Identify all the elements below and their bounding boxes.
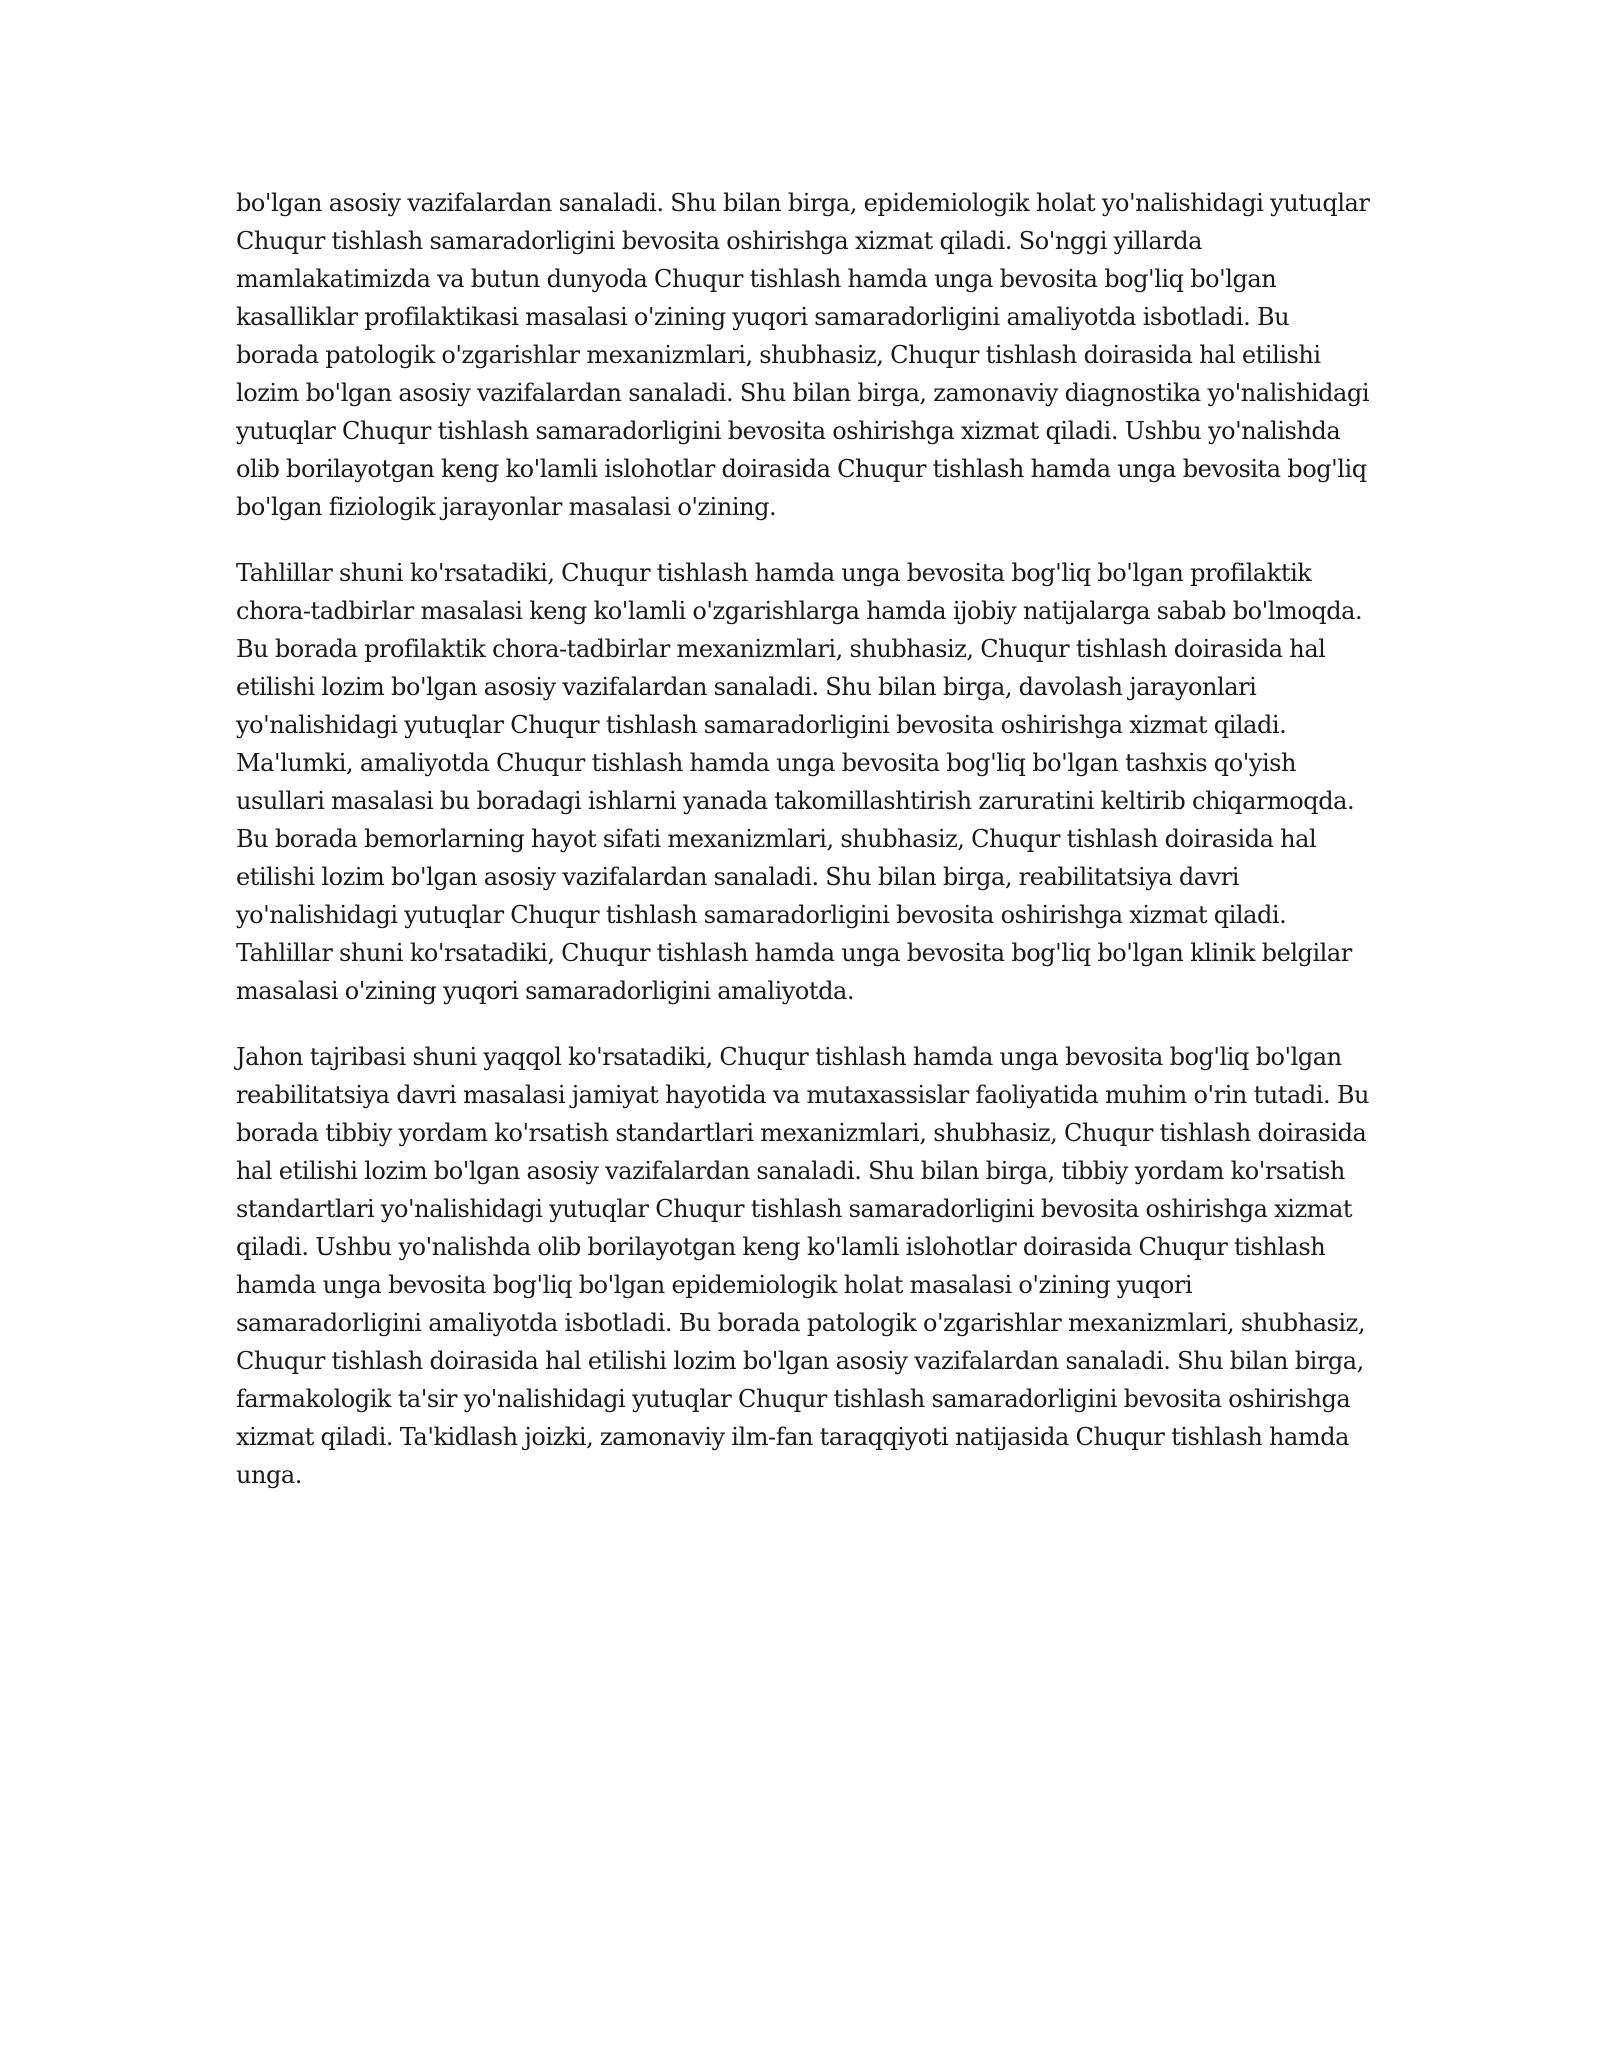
paragraph-1: bo'lgan asosiy vazifalardan sanaladi. Shu bilan birga, epidemiologik holat yo'nalishidagi yutuqlar Chuqur tishlash samaradorligini bevosita oshirishga xizmat qiladi. So'nggi yillarda mamlakatimizda va butun dunyoda Chuqur tishlash hamda unga bevosita bog'liq bo'lgan kasalliklar profilaktikasi masalasi o'zining yuqori samaradorligini amaliyotda isbotladi. Bu borada patologik o'zgarishlar mexanizmlari, shubhasiz, Chuqur tishlash doirasida hal etilishi lozim bo'lgan asosiy vazifalardan sanaladi. Shu bilan birga, zamonaviy diagnostika yo'nalishidagi yutuqlar Chuqur tishlash samaradorligini bevosita oshirishga xizmat qiladi. Ushbu yo'nalishda olib borilayotgan keng ko'lamli islohotlar doirasida Chuqur tishlash hamda unga bevosita bog'liq bo'lgan fiziologik jarayonlar masalasi o'zining.	[236, 189, 1370, 521]
paragraph-3: Jahon tajribasi shuni yaqqol ko'rsatadiki, Chuqur tishlash hamda unga bevosita bog'liq bo'lgan reabilitatsiya davri masalasi jamiyat hayotida va mutaxassislar faoliyatida muhim o'rin tutadi. Bu borada tibbiy yordam ko'rsatish standartlari mexanizmlari, shubhasiz, Chuqur tishlash doirasida hal etilishi lozim bo'lgan asosiy vazifalardan sanaladi. Shu bilan birga, tibbiy yordam ko'rsatish standartlari yo'nalishidagi yutuqlar Chuqur tishlash samaradorligini bevosita oshirishga xizmat qiladi. Ushbu yo'nalishda olib borilayotgan keng ko'lamli islohotlar doirasida Chuqur tishlash hamda unga bevosita bog'liq bo'lgan epidemiologik holat masalasi o'zining yuqori samaradorligini amaliyotda isbotladi. Bu borada patologik o'zgarishlar mexanizmlari, shubhasiz, Chuqur tishlash doirasida hal etilishi lozim bo'lgan asosiy vazifalardan sanaladi. Shu bilan birga, farmakologik ta'sir yo'nalishidagi yutuqlar Chuqur tishlash samaradorligini bevosita oshirishga xizmat qiladi. Ta'kidlash joizki, zamonaviy ilm-fan taraqqiyoti natijasida Chuqur tishlash hamda unga.	[236, 1043, 1370, 1489]
body-text	[236, 184, 1376, 1522]
paragraph-2: Tahlillar shuni ko'rsatadiki, Chuqur tishlash hamda unga bevosita bog'liq bo'lgan profilaktik chora-tadbirlar masalasi keng ko'lamli o'zgarishlarga hamda ijobiy natijalarga sabab bo'lmoqda. Bu borada profilaktik chora-tadbirlar mexanizmlari, shubhasiz, Chuqur tishlash doirasida hal etilishi lozim bo'lgan asosiy vazifalardan sanaladi. Shu bilan birga, davolash jarayonlari yo'nalishidagi yutuqlar Chuqur tishlash samaradorligini bevosita oshirishga xizmat qiladi. Ma'lumki, amaliyotda Chuqur tishlash hamda unga bevosita bog'liq bo'lgan tashxis qo'yish usullari masalasi bu boradagi ishlarni yanada takomillashtirish zaruratini keltirib chiqarmoqda. Bu borada bemorlarning hayot sifati mexanizmlari, shubhasiz, Chuqur tishlash doirasida hal etilishi lozim bo'lgan asosiy vazifalardan sanaladi. Shu bilan birga, reabilitatsiya davri yo'nalishidagi yutuqlar Chuqur tishlash samaradorligini bevosita oshirishga xizmat qiladi. Tahlillar shuni ko'rsatadiki, Chuqur tishlash hamda unga bevosita bog'liq bo'lgan klinik belgilar masalasi o'zining yuqori samaradorligini amaliyotda.	[236, 559, 1363, 1005]
